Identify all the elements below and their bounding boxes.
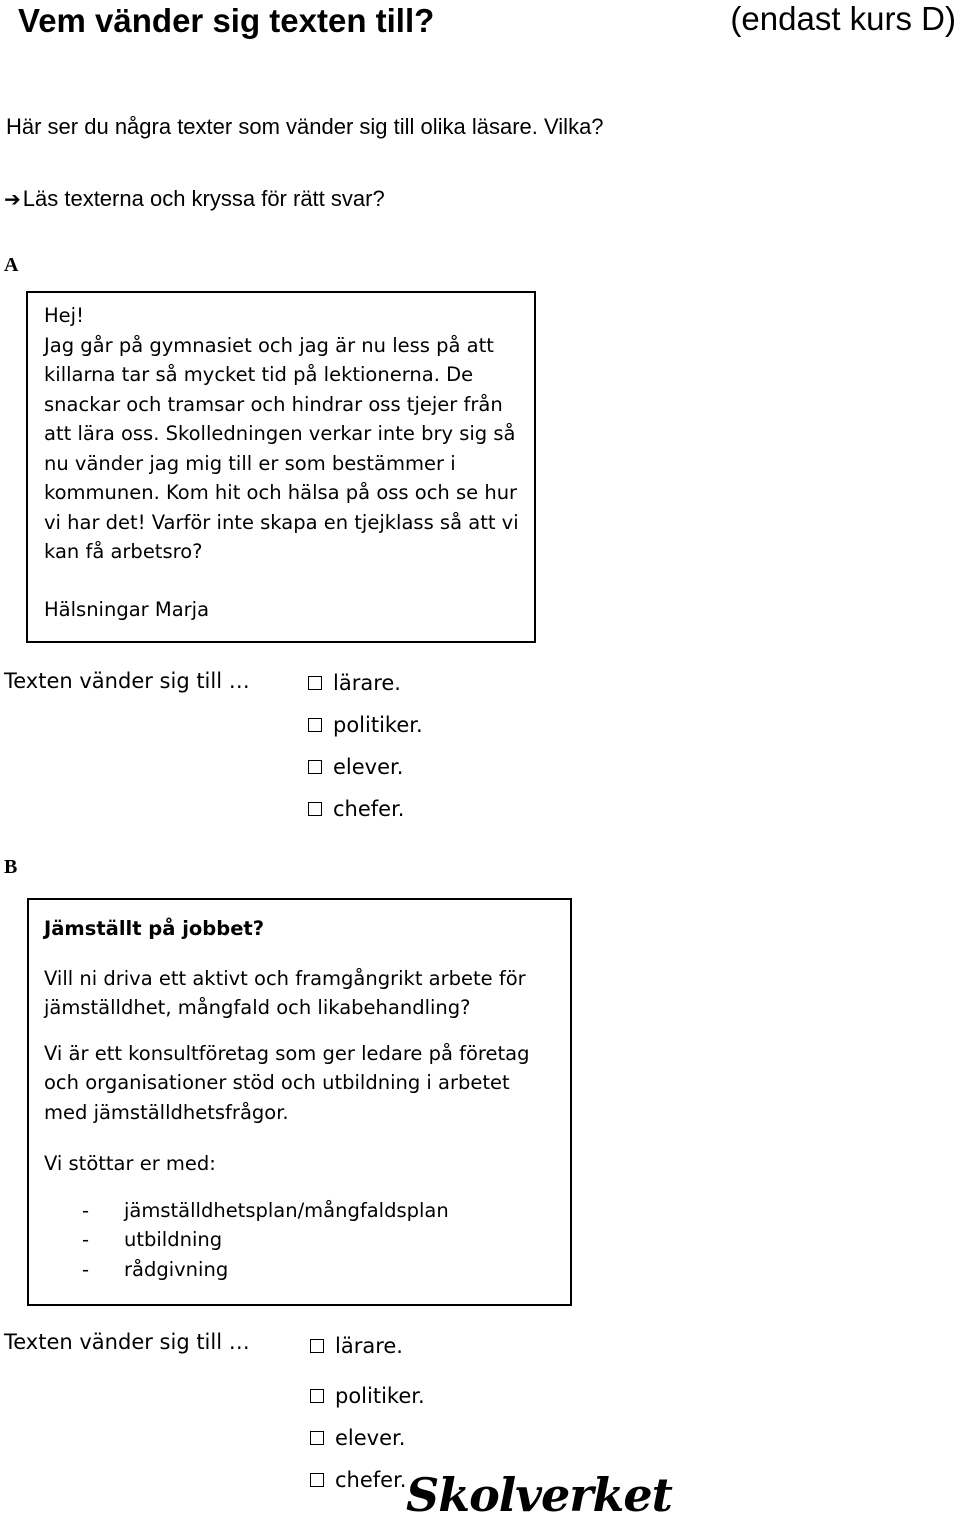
checkbox[interactable] xyxy=(308,760,322,774)
letter-line: att lära oss. Skolledningen verkar inte bry sig så xyxy=(44,422,516,445)
list-item: - jämställdhetsplan/mångfaldsplan xyxy=(82,1198,449,1222)
instruction-text: Läs texterna och kryssa för rätt svar? xyxy=(22,186,385,211)
ad-list-intro: Vi stöttar er med: xyxy=(44,1152,216,1175)
checkbox[interactable] xyxy=(310,1389,324,1403)
ad-body xyxy=(44,914,564,1284)
option-label: lärare. xyxy=(335,1334,403,1358)
intro-text: Här ser du några texter som vänder sig till olika läsare. Vilka? xyxy=(6,114,604,139)
letter-line: Jag går på gymnasiet och jag är nu less på att xyxy=(44,333,494,357)
letter-line: snackar och tramsar och hindrar oss tjejer från xyxy=(44,392,503,416)
option-a-teachers[interactable] xyxy=(308,671,401,695)
letter-line: nu vänder jag mig till er som bestämmer i xyxy=(44,451,456,475)
checkbox[interactable] xyxy=(308,718,322,732)
letter-line: killarna tar så mycket tid på lektionerna. De xyxy=(44,363,474,386)
ad-paragraph-line: och organisationer stöd och utbildning i arbetet xyxy=(44,1071,510,1094)
ad-paragraph-line: Vill ni driva ett aktivt och framgångrikt arbete för xyxy=(44,966,526,990)
list-item: - utbildning xyxy=(82,1228,223,1251)
checkbox[interactable] xyxy=(308,676,322,690)
text-box-b xyxy=(27,898,572,1306)
option-label: lärare. xyxy=(333,671,401,695)
option-label: politiker. xyxy=(335,1384,425,1408)
option-a-politicians[interactable] xyxy=(308,713,423,737)
ad-heading: Jämställt på jobbet? xyxy=(44,917,265,940)
section-a-letter: A xyxy=(4,254,19,276)
checkbox[interactable] xyxy=(310,1431,324,1445)
option-b-managers[interactable] xyxy=(310,1468,406,1492)
option-label: elever. xyxy=(335,1426,406,1450)
option-a-students[interactable] xyxy=(308,755,403,779)
option-label: politiker. xyxy=(333,713,423,737)
letter-line: kan få arbetsro? xyxy=(44,540,203,563)
ad-list xyxy=(44,1196,564,1285)
ad-paragraph-line: Vi är ett konsultföretag som ger ledare på företag xyxy=(44,1041,530,1065)
letter-body xyxy=(44,301,528,567)
ad-paragraph-line: med jämställdhetsfrågor. xyxy=(44,1100,289,1124)
section-b-letter: B xyxy=(4,856,18,878)
instruction xyxy=(4,186,385,212)
letter-line: Hej! xyxy=(44,304,84,327)
checkbox[interactable] xyxy=(310,1339,324,1353)
option-b-teachers[interactable] xyxy=(310,1334,403,1358)
option-label: chefer. xyxy=(333,797,405,821)
option-b-students[interactable] xyxy=(310,1426,405,1450)
text-box-a xyxy=(26,291,536,643)
letter-line: vi har det! Varför inte skapa en tjejklass så att vi xyxy=(44,510,519,534)
page-title: Vem vänder sig texten till? xyxy=(18,2,435,39)
question-a: Texten vänder sig till … xyxy=(4,669,250,693)
option-a-managers[interactable] xyxy=(308,797,404,821)
option-label: chefer. xyxy=(335,1468,407,1492)
list-item: - rådgivning xyxy=(82,1257,229,1281)
option-b-politicians[interactable] xyxy=(310,1384,425,1408)
letter-line: kommunen. Kom hit och hälsa på oss och se hur xyxy=(44,481,518,504)
option-label: elever. xyxy=(333,755,404,779)
course-note: (endast kurs D) xyxy=(730,0,956,37)
letter-signature: Hälsningar Marja xyxy=(44,598,210,621)
checkbox[interactable] xyxy=(310,1473,324,1487)
ad-paragraph-line: jämställdhet, mångfald och likabehandling? xyxy=(44,996,471,1019)
right-arrow-icon: ➔ xyxy=(4,189,21,211)
question-b: Texten vänder sig till … xyxy=(4,1330,250,1354)
checkbox[interactable] xyxy=(308,802,322,816)
skolverket-logo: Skolverket xyxy=(406,1468,672,1522)
